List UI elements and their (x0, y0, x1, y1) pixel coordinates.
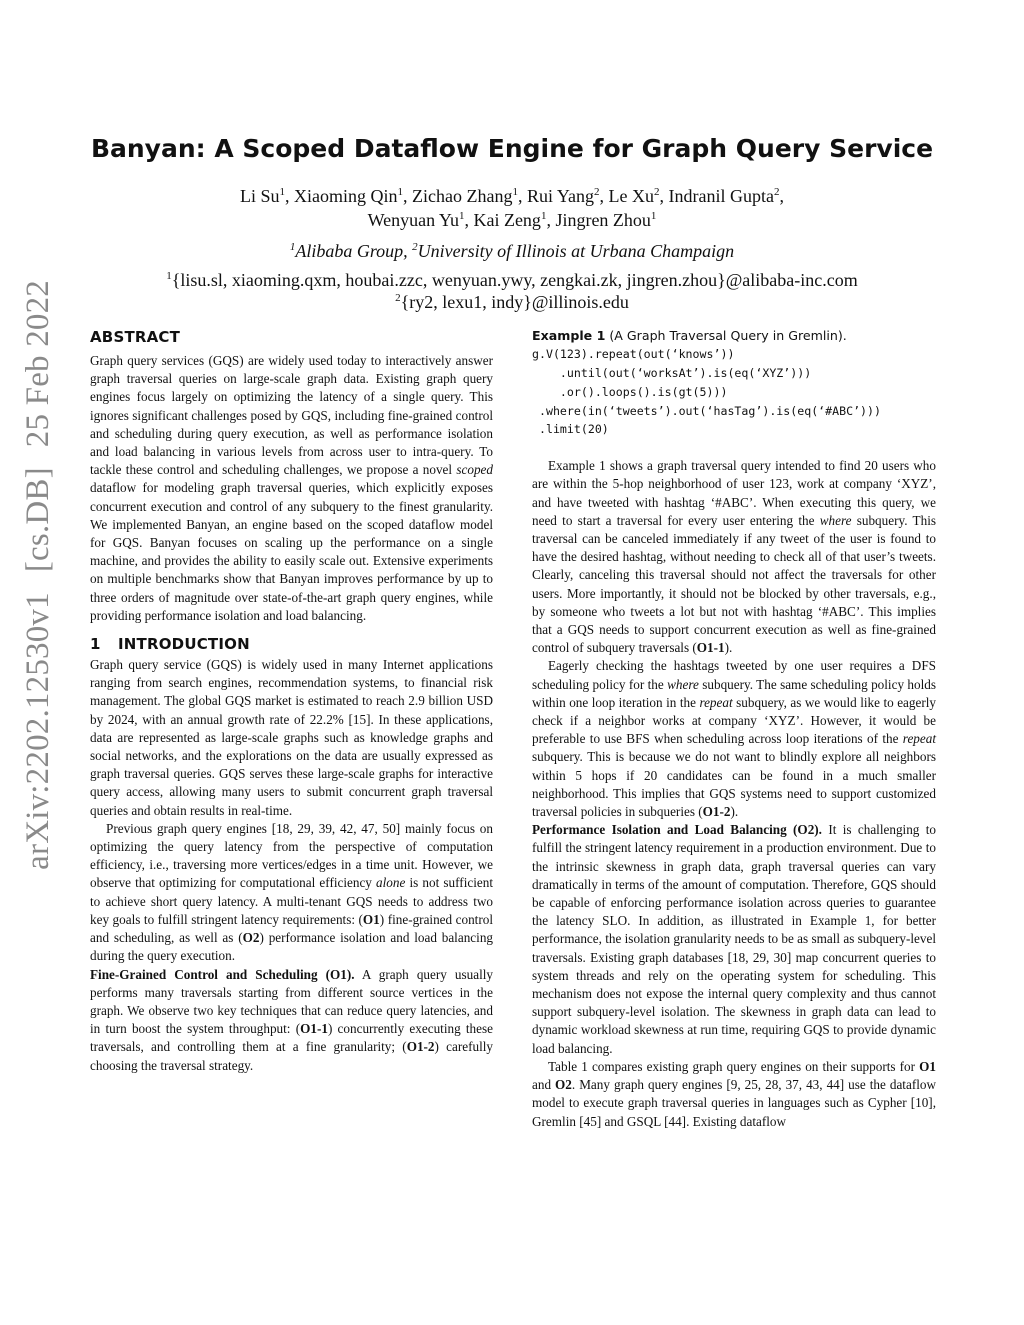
author-affiliation-mark: 1 (540, 210, 547, 222)
code-listing (532, 345, 936, 439)
author-affiliation-mark: 1 (512, 186, 518, 198)
code-line: .until(out(‘worksAt’).is(eq(‘XYZ’))) (532, 366, 812, 380)
email-addresses: {ry2, lexu1, indy}@illinois.edu (400, 292, 629, 312)
author-affiliation-mark: 2 (654, 186, 660, 198)
author-affiliation-mark: 2 (773, 186, 780, 198)
right-paragraph-1 (532, 457, 936, 657)
text-part: Eagerly checking the hashtags tweeted by one user requires a DFS scheduling policy for the (532, 658, 936, 692)
code-line: .where(in(‘tweets’).out(‘hasTag’).is(eq(‘#ABC’))) (532, 403, 882, 418)
arxiv-date: 25 Feb 2022 (20, 280, 56, 448)
left-column (90, 327, 493, 1075)
text-part: ) performance isolation and load balancing during the query execution. (90, 930, 494, 964)
runin-heading: Performance Isolation and Load Balancing (O2). (532, 822, 822, 838)
emphasis: repeat (902, 731, 936, 747)
author-name: Xiaoming Qin (294, 186, 398, 206)
email-addresses: {lisu.sl, xiaoming.qxm, houbai.zzc, wenyuan.ywy, zengkai.zk, jingren.zhou}@alibaba-inc.com (171, 270, 858, 290)
goal-ref: O2 (555, 1077, 572, 1093)
emphasis: alone (376, 875, 406, 891)
affiliation-name: Alibaba Group, (295, 241, 408, 261)
text-part: subquery. The same scheduling policy holds within one loop iteration in the (532, 676, 936, 710)
goal-ref: O1-1 (696, 640, 725, 656)
author-name: Wenyuan Yu (367, 210, 459, 230)
example-caption (532, 327, 936, 345)
code-line: .or().loops().is(gt(5))) (532, 384, 728, 399)
author-affiliation-mark: 1 (458, 210, 465, 222)
text-part: Example 1 shows a graph traversal query intended to find 20 users who are within the 5-hop neighborhood of user 123, work at company ‘XYZ’, and have tweeted with hashtag ‘#ABC’. When executing this query, we need to start a traversal for every user entering the (532, 458, 936, 528)
text-part: ) carefully choosing the traversal strategy. (90, 1039, 494, 1073)
text-part: ). (730, 804, 739, 820)
arxiv-sidebar (20, 280, 57, 870)
affiliations (0, 241, 1024, 262)
goal-ref: O2 (242, 930, 260, 946)
email-line-2 (0, 292, 1024, 313)
author-line-2: Wenyuan Yu$^1$, Kai Zeng$^1$, Jingren Zhou$^1$ (367, 210, 657, 230)
abstract-emphasis: scoped (456, 462, 493, 478)
emphasis: repeat (699, 694, 733, 710)
author-affiliation-mark: 2 (594, 186, 600, 198)
goal-ref: O1-2 (406, 1039, 435, 1055)
right-column (532, 327, 936, 1131)
text-part: is not sufficient to achieve short query latency. A multi-tenant GQS needs to address two key goals to fulfill stringent latency requirements: ( (90, 875, 493, 927)
abstract-text (90, 352, 493, 625)
right-paragraph-3 (532, 821, 936, 1058)
abstract-heading: ABSTRACT (90, 328, 181, 346)
author-name: Indranil Gupta (668, 186, 774, 206)
email-line-1 (0, 270, 1024, 291)
abstract-text-part: dataflow for modeling graph traversal queries, which explicitly exposes concurrent execution and control of any subquery to the finest granularity. We implemented Banyan, an engine based on the scoped dataflow model for GQS. Banyan focuses on scaling up the performance on a single machine, and provides the ability to easily scale out. Extensive experiments on multiple benchmarks show that Banyan improves performance by up to three orders of magnitude over state-of-the-art graph query engines, while providing performance isolation and load balancing. (90, 480, 493, 623)
text-part: subquery. This traversal can be canceled immediately if any tweet of the user is found to have the desired hashtag, without needing to check all of that user’s tweets. Clearly, canceling this traversal should not affect the traversals for other users. More importantly, it should not be blocked by other traversals, e.g., by someone who tweets a lot but not with hashtag ‘#ABC’. This implies that a GQS needs to support concurrent execution as well as fine-grained control of subquery traversals ( (532, 512, 936, 656)
arxiv-id: arXiv:2202.12530v1 (20, 592, 56, 870)
text-part: It is challenging to fulfill the stringent latency requirement in a production environment. Due to the intrinsic skewness in graph data, graph traversal queries can vary dramatically in terms of the amount of computation. Therefore, GQS should be capable of enforcing performance isolation across queries to guarantee the latency SLO. In addition, as illustrated in Example 1, for better performance, the isolation granularity needs to be as small as subquery-level traversals. Existing graph databases [18, 29, 30] map concurrent queries to system threads and rely on the operating system for scheduling. This mechanism does not expose the internal query complexity and thus cannot support subquery-level isolation. The skewness in graph data can lead to dynamic workload skewness at run time, requiring GQS to provide dynamic load balancing. (532, 822, 936, 1056)
text-part: subquery. This is because we do not want to blindly explore all neighbors within 5 hops if 20 candidates can be found in a much smaller neighborhood. This implies that GQS systems need to support customized traversal policies in subqueries ( (532, 749, 936, 820)
emphasis: where (819, 512, 852, 528)
affiliation-mark: 2 (412, 241, 418, 253)
introduction-heading (90, 634, 493, 654)
author-affiliation-mark: 1 (279, 186, 286, 198)
text-part: ) concurrently executing these traversals, and controlling them at a fine granularity; ( (90, 1021, 493, 1055)
intro-paragraph-3 (90, 966, 493, 1075)
text-part: A graph query usually performs many traversals starting from different source vertices in the graph. We observe two key techniques that can reduce query latencies, and in turn boost the system throughput: ( (90, 966, 493, 1037)
runin-heading: Fine-Grained Control and Scheduling (O1). (90, 966, 355, 982)
author-name: Le Xu (608, 186, 655, 206)
author-line-1: Li Su$^1$, Xiaoming Qin$^1$, Zichao Zhang$^1$, Rui Yang$^2$, Le Xu$^2$, Indranil Gupta$^2$, (240, 186, 784, 206)
abstract-text-part: Graph query services (GQS) are widely used today to interactively answer graph traversal queries on large-scale graph data. Existing graph query engines focus largely on optimizing the latency of a single query. This ignores significant challenges posed by GQS, including fine-grained control and scheduling during query execution, as well as performance isolation and load balancing in various levels from across user to intra-query. To tackle these control and scheduling challenges, we propose a novel (90, 353, 493, 478)
goal-ref: O1 (919, 1058, 936, 1074)
arxiv-category: [cs.DB] (20, 467, 56, 573)
author-affiliation-mark: 1 (650, 210, 657, 222)
email-affiliation-mark: 2 (395, 292, 401, 304)
text-part: . Many graph query engines [9, 25, 28, 37, 43, 44] use the dataflow model to execute graph traversal queries in languages such as Cypher [10], Gremlin [45] and GSQL [44]. Existing dataflow (532, 1077, 936, 1129)
example-caption-text: (A Graph Traversal Query in Gremlin). (605, 328, 847, 343)
author-name: Li Su (240, 186, 280, 206)
text-part: subquery, as we would like to eagerly check if a neighbor works at company ‘XYZ’. However, it would be preferable to use BFS when scheduling across loop iterations of the (532, 694, 937, 747)
intro-paragraph-1: Graph query service (GQS) is widely used in many Internet applications ranging from search engines, recommendation systems, to financial risk management. The global GQS market is estimated to reach 2.9 billion USD by 2024, with an annual growth rate of 22.2% [15]. In these applications, data are represented as large-scale graphs such as knowledge graphs and social networks, and the explorations on the data are usually expressed as graph traversal queries. GQS serves these large-scale graphs for interactive query access, allowing many users to submit concurrent graph traversal queries and obtain results in real-time. (90, 657, 493, 818)
text-part: ). (724, 640, 733, 656)
paper-title: Banyan: A Scoped Dataflow Engine for Graph Query Service (90, 134, 934, 163)
author-affiliation-mark: 1 (397, 186, 404, 198)
affiliation-name: University of Illinois at Urbana Champaign (417, 241, 735, 261)
code-line: g.V(123).repeat(out(‘knows’)) (532, 347, 735, 362)
goal-ref: O1-2 (702, 804, 731, 820)
goal-ref: O1 (362, 911, 380, 927)
right-paragraph-4 (532, 1058, 936, 1131)
text-part: and (532, 1077, 556, 1093)
code-line: .limit(20) (532, 422, 609, 437)
intro-paragraph-2 (90, 820, 493, 966)
goal-ref: O1-1 (300, 1021, 328, 1037)
text-part: ) fine-grained control and scheduling, as well as ( (90, 911, 493, 946)
section-number: 1 (90, 635, 101, 654)
author-name: Zichao Zhang (412, 186, 513, 206)
section-title: INTRODUCTION (118, 635, 250, 654)
example-label: Example 1 (532, 328, 606, 343)
right-paragraph-2 (532, 657, 936, 821)
affiliation-mark: 1 (289, 241, 296, 253)
text-part: Table 1 compares existing graph query engines on their supports for (548, 1058, 920, 1074)
author-name: Rui Yang (527, 186, 595, 206)
author-name: Kai Zeng (473, 210, 541, 230)
email-affiliation-mark: 1 (166, 270, 172, 282)
author-name: Jingren Zhou (555, 210, 651, 230)
emphasis: where (667, 676, 699, 692)
text-part: Previous graph query engines [18, 29, 39, 42, 47, 50] mainly focus on optimizing the query latency from the perspective of computation efficiency, i.e., traversing more vertices/edges in a time unit. However, we observe that optimizing for computational efficiency (90, 820, 493, 891)
